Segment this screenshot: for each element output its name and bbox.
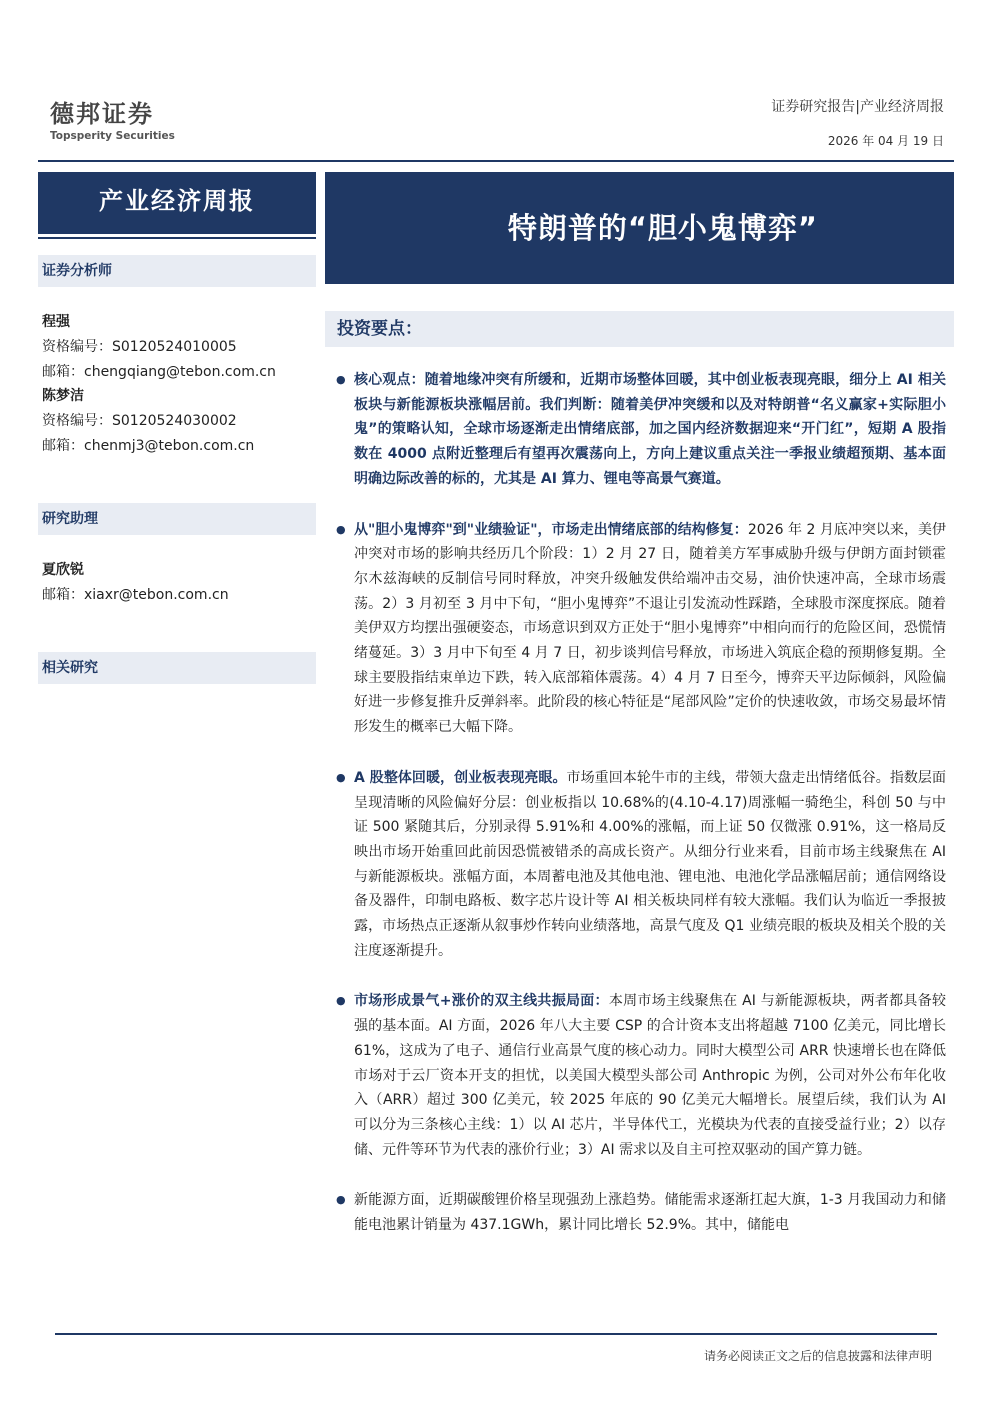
paragraph-text: 市场重回本轮牛市的主线，带领大盘走出情绪低谷。指数层面呈现清晰的风险偏好分层：创业板指以 10.68%的(4.10-4.17)周涨幅一骑绝尘，科创 50 与中证 500 紧随其后，分别录得 5.91%和 4.00%的涨幅，而上证 50 仅微涨 0.91%，这一格局反映出市场开始重回此前因恐慌被错杀的高成长资产。从细分行业来看，目前市场主线聚焦在 AI 与新能源板块。涨幅方面，本周蓄电池及其他电池、锂电池、电池化学品涨幅居前；通信网络设备及器件，印制电路板、数字芯片设计等 AI 相关板块同样有较大涨幅。我们认为临近一季报披露，市场热点正逐渐从叙事炒作转向业绩落地，高景气度及 Q1 业绩亮眼的板块及相关个股的关注度逐渐提升。 — [354, 769, 946, 959]
company-logo — [50, 100, 175, 142]
bullet-icon: ● — [336, 373, 346, 386]
analyst-1 — [42, 310, 276, 385]
category-underline — [38, 237, 316, 239]
logo-en-text: Topsperity Securities — [50, 130, 175, 142]
assistant-email[interactable]: 邮箱：xiaxr@tebon.com.cn — [42, 587, 229, 603]
bullet-icon: ● — [336, 770, 346, 784]
paragraph-text: 核心观点：随着地缘冲突有所缓和，近期市场整体回暖，其中创业板表现亮眼，细分上 AI 相关板块与新能源板块涨幅居前。我们判断：随着美伊冲突缓和以及对特朗普“名义赢家+实际胆小鬼”的策略认知，全球市场逐渐走出情绪底部，加之国内经济数据迎来“开门红”，短期 A 股指数在 4000 点附近整理后有望再次震荡向上，方向上建议重点关注一季报业绩超预期、基本面明确边际改善的标的，尤其是 AI 算力、锂电等高景气赛道。 — [354, 372, 946, 487]
paragraph-structure-repair — [336, 518, 946, 740]
report-title: 特朗普的“胆小鬼博弈” — [325, 172, 954, 284]
analyst-email[interactable]: 邮箱：chengqiang@tebon.com.cn — [42, 364, 276, 380]
assistant-name: 夏欣锐 — [42, 562, 84, 578]
bullet-icon: ● — [336, 1193, 346, 1207]
paragraph-lead: A 股整体回暖，创业板表现亮眼。 — [354, 769, 567, 786]
report-type: 证券研究报告|产业经济周报 — [771, 99, 944, 115]
analyst-2 — [42, 384, 254, 459]
paragraph-lead: 从"胆小鬼博弈"到"业绩验证"，市场走出情绪底部的结构修复： — [354, 521, 748, 538]
bullet-icon: ● — [336, 522, 346, 536]
analyst-email[interactable]: 邮箱：chenmj3@tebon.com.cn — [42, 438, 255, 454]
report-category: 产业经济周报 — [38, 172, 316, 234]
report-date: 2026 年 04 月 19 日 — [827, 134, 944, 148]
paragraph-a-share — [336, 766, 946, 964]
analyst-name: 陈梦洁 — [42, 388, 84, 404]
paragraph-dual-theme — [336, 989, 946, 1162]
investment-highlights-heading: 投资要点： — [325, 311, 954, 347]
paragraph-text: 2026 年 2 月底冲突以来，美伊冲突对市场的影响共经历几个阶段：1）2 月 27 日，随着美方军事威胁升级与伊朗方面封锁霍尔木兹海峡的反制信号同时释放，冲突升级触发供给端冲击交易，油价快速冲高，全球市场震荡。2）3 月初至 3 月中下旬，“胆小鬼博弈”不退让引发流动性踩踏，全球股市深度探底。随着美伊双方均摆出强硬姿态，市场意识到双方正处于“胆小鬼博弈”中相向而行的危险区间，恐慌情绪蔓延。3）3 月中下旬至 4 月 7 日，初步谈判信号释放，市场进入筑底企稳的预期修复期。全球主要股指结束单边下跌，转入底部箱体震荡。4）4 月 7 日至今，博弈天平边际倾斜，风险偏好进一步修复推升反弹斜率。此阶段的核心特征是“尾部风险”定价的快速收敛，市场交易最坏情形发生的概率已大幅下降。 — [354, 521, 946, 736]
assistant — [42, 558, 229, 608]
related-research-heading: 相关研究 — [38, 652, 316, 684]
paragraph-text: 新能源方面，近期碳酸锂价格呈现强劲上涨趋势。储能需求逐渐扛起大旗，1-3 月我国动力和储能电池累计销量为 437.1GWh，累计同比增长 52.9%。其中，储能电 — [354, 1192, 946, 1234]
analyst-cert: 资格编号：S0120524030002 — [42, 413, 237, 429]
paragraph-new-energy — [336, 1188, 946, 1237]
assistant-heading: 研究助理 — [38, 503, 316, 535]
paragraph-text: 本周市场主线聚焦在 AI 与新能源板块，两者都具备较强的基本面。AI 方面，2026 年八大主要 CSP 的合计资本支出将超越 7100 亿美元，同比增长 61%，这成为了电子、通信行业高景气度的核心动力。同时大模型公司 ARR 快速增长也在降低市场对于云厂资本开支的担忧，以美国大模型头部公司 Anthropic 为例，公司对外公布年化收入（ARR）超过 300 亿美元，较 2025 年底的 90 亿美元大幅增长。展望后续，我们认为 AI 可以分为三条核心主线：1）以 AI 芯片，半导体代工，光模块为代表的直接受益行业；2）以存储、元件等环节为代表的涨价行业；3）AI 需求以及自主可控双驱动的国产算力链。 — [354, 993, 947, 1158]
footer-disclaimer: 请务必阅读正文之后的信息披露和法律声明 — [703, 1349, 932, 1363]
analyst-cert: 资格编号：S0120524010005 — [42, 339, 237, 355]
footer-divider — [55, 1333, 937, 1335]
analysts-heading: 证券分析师 — [38, 255, 316, 287]
analyst-name: 程强 — [42, 314, 70, 330]
paragraph-lead: 市场形成景气+涨价的双主线共振局面： — [354, 993, 609, 1010]
header-divider — [38, 160, 954, 162]
logo-cn-text: 德邦证券 — [50, 100, 154, 128]
main-content — [336, 368, 946, 1264]
paragraph-core-view — [336, 368, 946, 492]
bullet-icon: ● — [336, 994, 346, 1008]
